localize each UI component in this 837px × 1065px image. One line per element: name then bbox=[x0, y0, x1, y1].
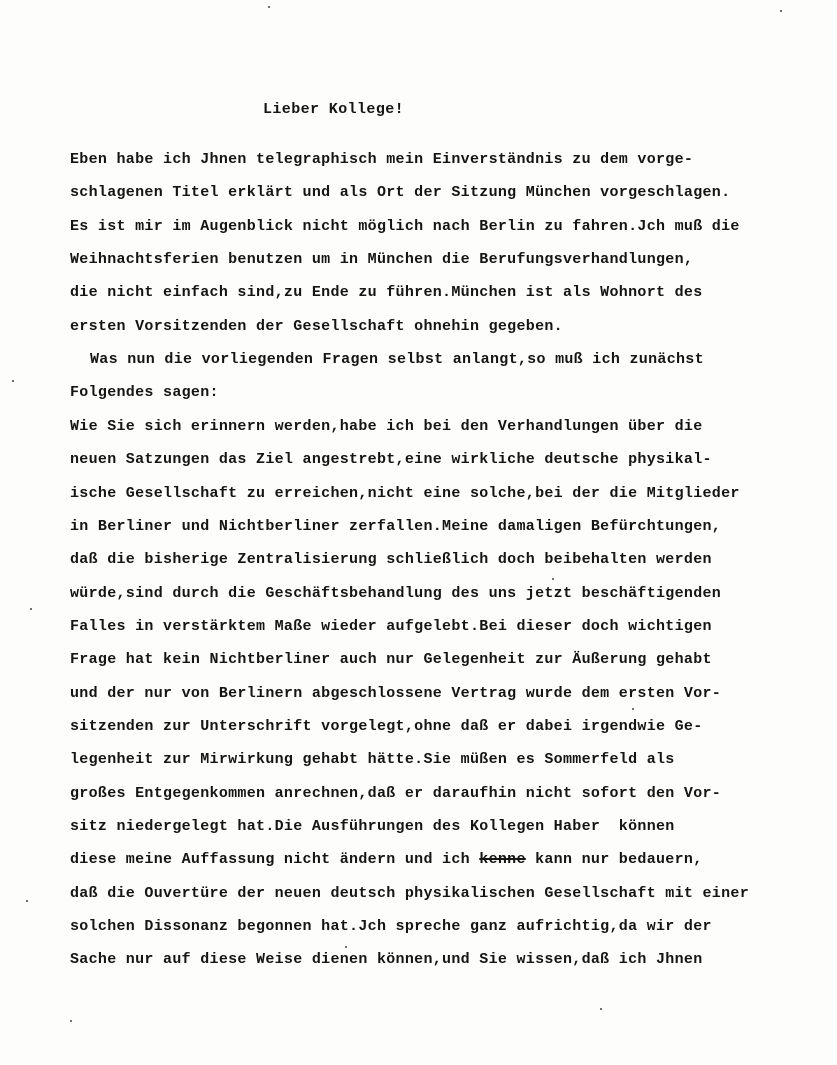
text-line: Sache nur auf diese Weise dienen können,und Sie wissen,daß ich Jhnen bbox=[70, 951, 703, 969]
text-line: legenheit zur Mirwirkung gehabt hätte.Sie müßen es Sommerfeld als bbox=[70, 751, 675, 769]
text-line: Folgendes sagen: bbox=[70, 384, 219, 402]
scan-speck bbox=[12, 380, 14, 382]
text-line: Frage hat kein Nichtberliner auch nur Gelegenheit zur Äußerung gehabt bbox=[70, 651, 712, 669]
scan-speck bbox=[30, 608, 32, 610]
text-line: Was nun die vorliegenden Fragen selbst anlangt,so muß ich zunächst bbox=[90, 351, 704, 369]
salutation: Lieber Kollege! bbox=[263, 101, 405, 118]
text-line: die nicht einfach sind,zu Ende zu führen.München ist als Wohnort des bbox=[70, 284, 703, 302]
text-line: daß die bisherige Zentralisierung schließlich doch beibehalten werden bbox=[70, 551, 712, 569]
text-line: Falles in verstärktem Maße wieder aufgelebt.Bei dieser doch wichtigen bbox=[70, 617, 712, 635]
text-line: schlagenen Titel erklärt und als Ort der Sitzung München vorgeschlagen. bbox=[70, 184, 731, 202]
scan-speck bbox=[26, 900, 28, 902]
text-line: großes Entgegenkommen anrechnen,daß er daraufhin nicht sofort den Vor- bbox=[70, 784, 722, 802]
line-segment: diese meine Auffassung nicht ändern und ich bbox=[70, 851, 480, 869]
text-line: Weihnachtsferien benutzen um in München die Berufungsverhandlungen, bbox=[70, 251, 694, 269]
text-line: Es ist mir im Augenblick nicht möglich nach Berlin zu fahren.Jch muß die bbox=[70, 217, 740, 235]
text-line: in Berliner und Nichtberliner zerfallen.Meine damaligen Befürchtungen, bbox=[70, 517, 722, 535]
text-line: ersten Vorsitzenden der Gesellschaft ohnehin gegeben. bbox=[70, 317, 563, 335]
scan-speck bbox=[632, 708, 634, 710]
text-line: daß die Ouvertüre der neuen deutsch physikalischen Gesellschaft mit einer bbox=[70, 884, 750, 902]
text-line-with-strikeout bbox=[70, 851, 703, 869]
text-line: sitzenden zur Unterschrift vorgelegt,ohne daß er dabei irgendwie Ge- bbox=[70, 717, 703, 735]
text-line: Wie Sie sich erinnern werden,habe ich bei den Verhandlungen über die bbox=[70, 417, 703, 435]
scan-speck bbox=[780, 10, 782, 12]
struck-out-word: kenne bbox=[479, 851, 526, 869]
text-line: ische Gesellschaft zu erreichen,nicht eine solche,bei der die Mitglieder bbox=[70, 484, 740, 502]
text-line: solchen Dissonanz begonnen hat.Jch spreche ganz aufrichtig,da wir der bbox=[70, 918, 712, 936]
text-line: würde,sind durch die Geschäftsbehandlung des uns jetzt beschäftigenden bbox=[70, 584, 722, 602]
scan-speck bbox=[345, 946, 347, 948]
scan-speck bbox=[70, 1020, 72, 1022]
text-line: sitz niedergelegt hat.Die Ausführungen des Kollegen Haber können bbox=[70, 818, 675, 835]
scan-speck bbox=[600, 1008, 602, 1010]
scan-speck bbox=[552, 578, 554, 580]
scan-speck bbox=[268, 6, 270, 8]
text-line: Eben habe ich Jhnen telegraphisch mein Einverständnis zu dem vorge- bbox=[70, 151, 694, 168]
text-line: neuen Satzungen das Ziel angestrebt,eine wirkliche deutsche physikal- bbox=[70, 451, 712, 469]
text-line: und der nur von Berlinern abgeschlossene Vertrag wurde dem ersten Vor- bbox=[70, 684, 722, 702]
line-segment: kann nur bedauern, bbox=[525, 851, 703, 869]
